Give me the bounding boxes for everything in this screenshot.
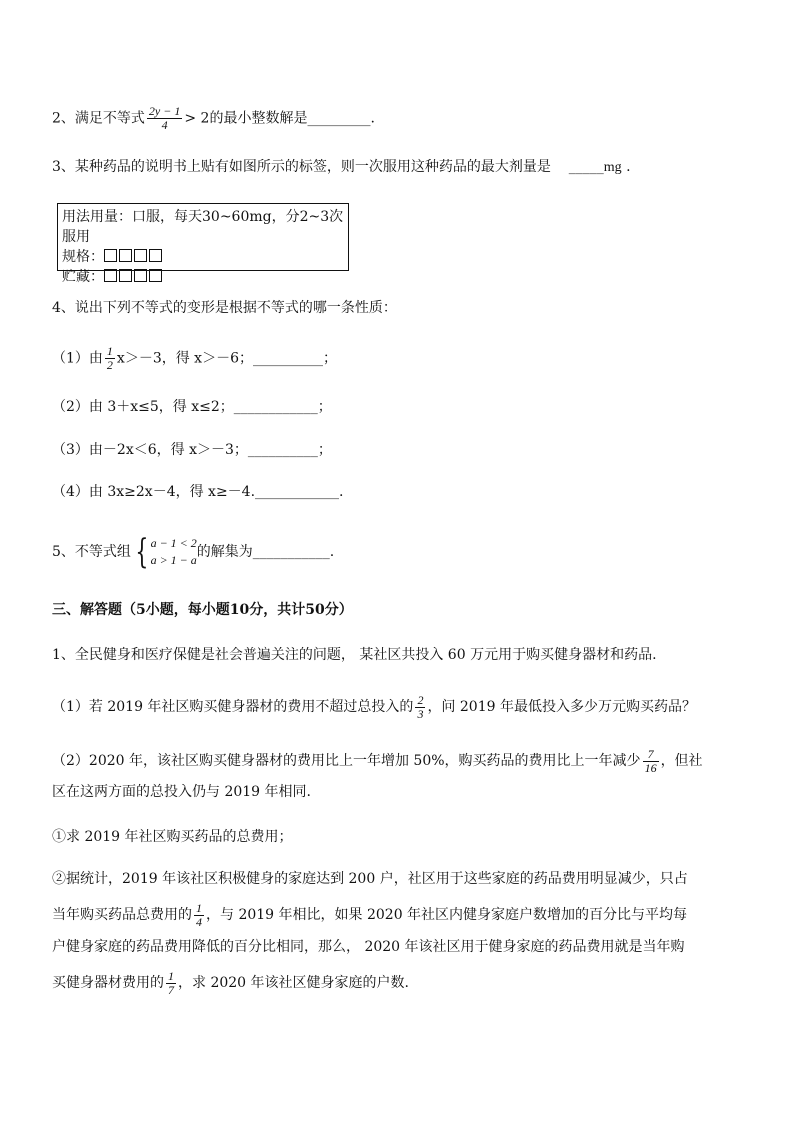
q4-item-1-prefix: （1）由 [52,350,103,367]
label-storage: 贮藏： [62,269,104,285]
fraction-denominator: 4 [196,914,202,929]
sub-2-fraction-2 [166,970,176,997]
fraction-denominator: 2 [106,358,113,372]
question-5 [52,534,334,570]
q5-inequality-system [151,535,197,569]
fraction-numerator: 1 [196,900,202,915]
label-spec: 规格： [62,249,104,265]
sub-2-line-4-prefix: 买健身器材费用的 [52,975,164,991]
q3-text: 3、某种药品的说明书上贴有如图所示的标签，则一次服用这种药品的最大剂量是 [52,159,551,175]
q5-answer-blank[interactable]: ___________ [252,544,330,560]
q3-unit: mg [603,160,622,175]
part-1-prefix: （1）若 2019 年社区购买健身器材的费用不超过总投入的 [52,699,414,715]
problem-1-part-1 [52,692,696,722]
q5-suffix: 的解集为 [196,544,253,560]
sub-2-line-2-suffix: ，与 2019 年相比，如果 2020 年社区内健身家庭户数增加的百分比与平均每 [206,907,688,923]
q4-item-2 [52,397,332,417]
fraction-numerator: 7 [643,748,659,762]
square-icon [134,269,147,282]
q4-item-1-expression: x＞－3，得 x＞－6； [116,350,253,367]
part-2-prefix: （2）2020 年，该社区购买健身器材的费用比上一年增加 50%，购买药品的费用比上一年减少 [52,753,641,769]
q2-prefix: 2、满足不等式 [52,110,145,127]
label-usage: 用法用量：口服，每天30~60mg，分2~3次服用 [62,209,344,245]
q3-answer-blank[interactable]: _____ [568,159,604,175]
fraction-numerator: 1 [168,968,174,983]
q4-item-4-end: . [339,484,344,500]
square-icon [149,249,162,262]
part-2-fraction [643,748,659,775]
q2-suffix: 的最小整数解是 [209,110,308,127]
fraction-denominator: 16 [644,760,657,775]
q2-end: . [370,110,375,127]
q5-row-2: a > 1 − a [150,553,197,567]
q4-item-3 [52,440,332,460]
question-4 [52,298,397,318]
part-1-suffix: ，问 2019 年最低投入多少万元购买药品？ [427,699,696,715]
label-storage-row [62,267,344,287]
q2-fraction-denominator: 4 [161,118,168,132]
q4-item-1-blank[interactable]: __________ [252,350,323,367]
problem-1-sub-1: ①求 2019 年社区购买药品的总费用； [52,829,293,845]
square-icon [104,249,117,262]
problem-1-part-2 [52,746,703,776]
square-icon [119,269,132,282]
q4-item-2-blank[interactable]: ____________ [233,399,318,415]
square-icon [134,249,147,262]
q4-item-3-prefix: （3）由－2x＜6，得 x＞－3； [52,442,248,458]
q4-item-3-blank[interactable]: __________ [247,442,318,458]
q2-inequality: > 2 [184,110,210,127]
question-2 [52,105,375,132]
part-1-fraction [415,694,425,721]
sub-2-fraction-1 [194,902,204,929]
q2-fraction-numerator: 2y − 1 [148,104,181,118]
q5-prefix: 5、不等式组 [52,544,131,560]
problem-1-sub-2-line-3: 户健身家庭的药品费用降低的百分比相同，那么， 2020 年该社区用于健身家庭的药品费用就是当年购 [52,939,685,955]
problem-1-sub-2-line-1: ②据统计，2019 年该社区积极健身的家庭达到 200 户，社区用于这些家庭的药品费用明显减少，只占 [52,871,688,887]
q2-answer-blank[interactable]: _________ [307,110,371,127]
problem-1-sub-2-line-4 [52,968,409,998]
question-3 [52,157,631,178]
medicine-label-box [57,203,349,285]
q4-item-4-blank[interactable]: ____________ [255,484,340,500]
fraction-numerator: 2 [417,692,424,707]
q4-item-4-prefix: （4）由 3x≥2x－4，得 x≥－4. [52,484,256,500]
q4-item-2-end: ； [317,399,332,415]
sub-2-line-4-suffix: ，求 2020 年该社区健身家庭的户数. [178,975,409,991]
square-icon [149,269,162,282]
square-icon [119,249,132,262]
q4-item-4 [52,482,344,502]
q4-item-2-prefix: （2）由 3＋x≤5，得 x≤2； [52,399,234,415]
brace-icon: { [135,532,149,572]
q4-text: 4、说出下列不等式的变形是根据不等式的哪一条性质： [52,300,397,316]
fraction-numerator: 1 [106,344,113,358]
q5-row-1: a − 1 < 2 [150,536,197,550]
fraction-denominator: 3 [417,706,424,721]
q2-fraction [147,105,182,132]
problem-1-part-2-cont: 区在这两方面的总投入仍与 2019 年相同. [52,784,311,800]
square-icon [104,269,117,282]
q4-item-1-end: ； [322,350,337,367]
q4-item-1-fraction [105,345,115,372]
q4-item-1 [52,345,337,372]
q5-end: . [329,544,335,560]
label-spec-row [62,247,344,267]
q4-item-3-end: ； [317,442,332,458]
fraction-denominator: 7 [168,982,174,997]
q3-end: . [626,159,631,175]
sub-2-line-2-prefix: 当年购买药品总费用的 [52,907,192,923]
problem-1-intro: 1、全民健身和医疗保健是社会普遍关注的问题， 某社区共投入 60 万元用于购买健身器材和药品. [52,647,657,663]
section-3-heading: 三、解答题（5小题，每小题10分，共计50分） [52,602,353,618]
problem-1-sub-2-line-2 [52,900,687,930]
part-2-suffix: ，但社 [660,753,703,769]
